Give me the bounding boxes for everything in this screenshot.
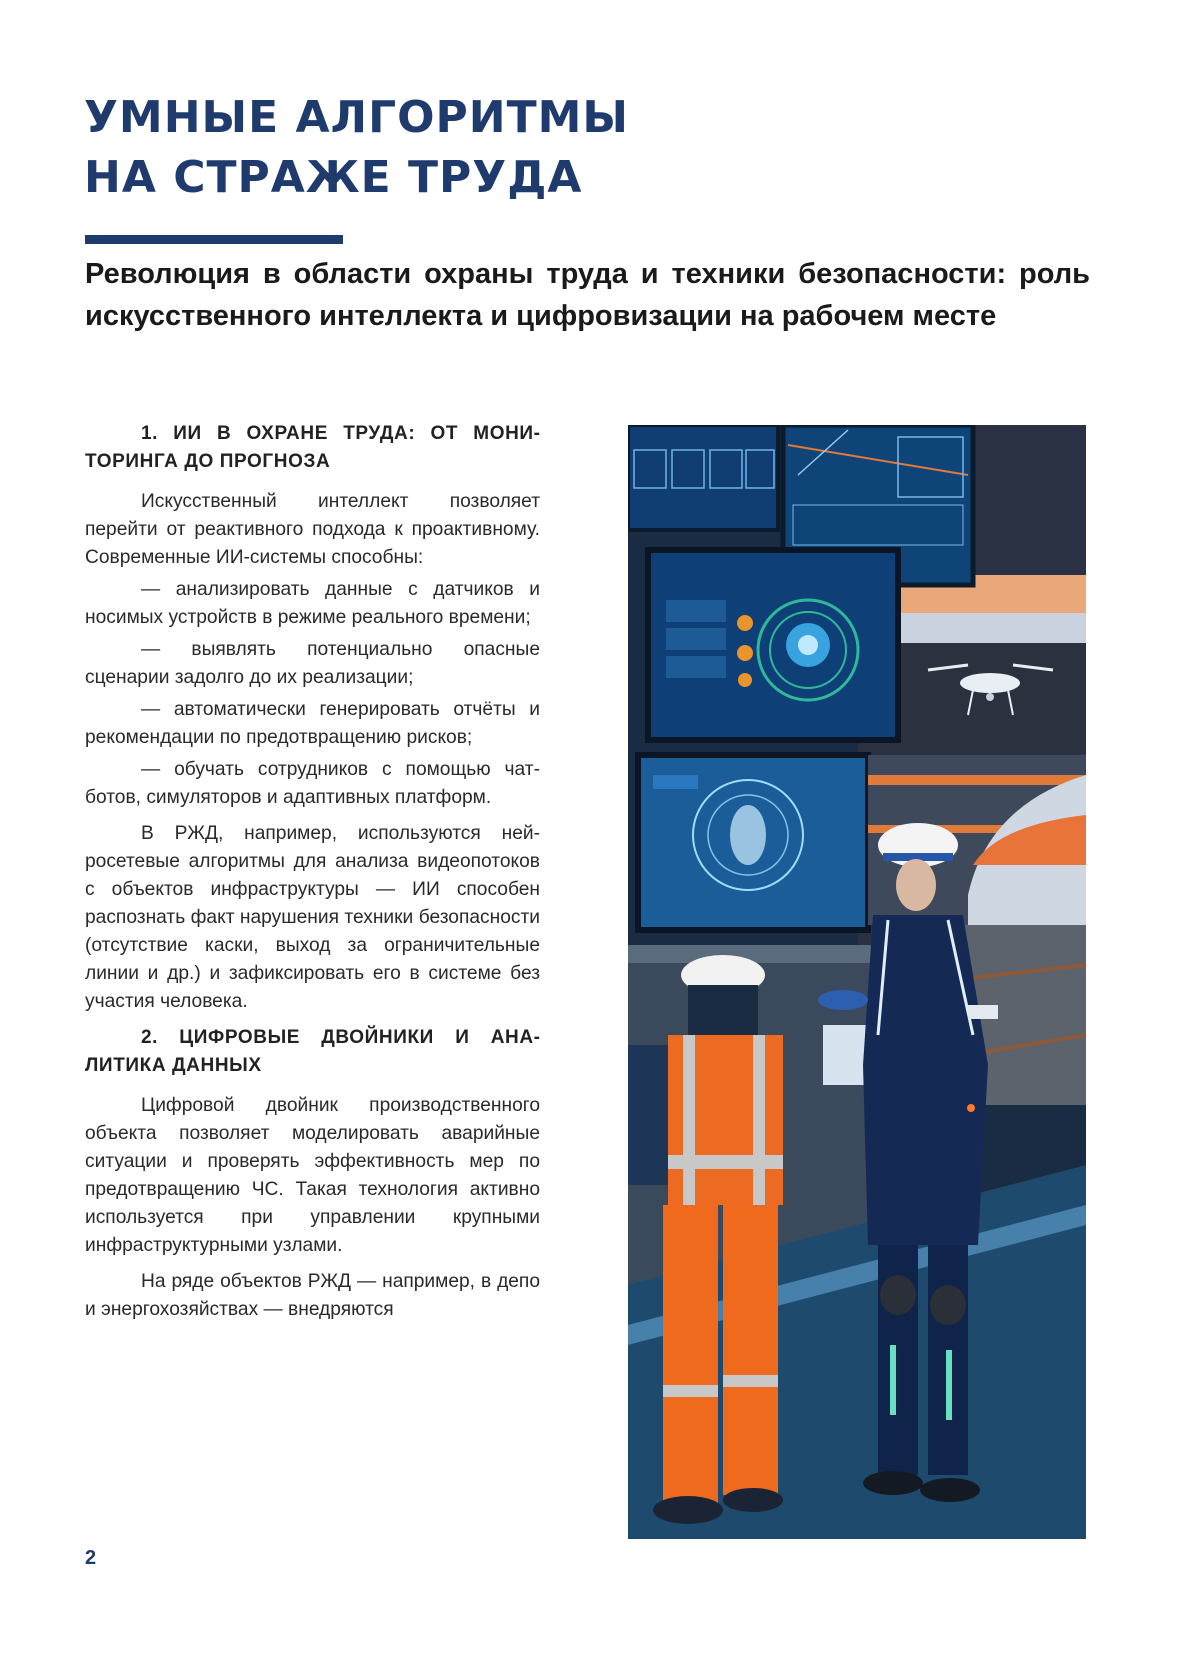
page-number: 2 xyxy=(85,1547,97,1569)
page-title-line-1: УМНЫЕ АЛГОРИТМЫ xyxy=(84,92,629,143)
list-item: — анализировать данные с датчиков и носимых устройств в режиме реального времени; xyxy=(85,579,540,628)
monitor-top-left xyxy=(628,425,778,530)
page-title xyxy=(84,88,629,208)
list-item: — выявлять потенциально опасные сценарии задолго до их реализации; xyxy=(85,639,540,688)
monitor-lower xyxy=(638,755,868,930)
section-2-paragraph-2: На ряде объектов РЖД — например, в депо и энергохозяйствах — внедряются xyxy=(85,1271,540,1320)
section-2-paragraph-1: Цифровой двойник производственного объекта позволяет моделировать аварийные ситуации и проверять эффективность мер по предотвращению ЧС. Такая технология активно используется при управлении крупными инфраструктурными узлами. xyxy=(85,1095,540,1256)
monitor-middle xyxy=(648,550,898,740)
section-1-intro: Искусственный интеллект позволяет перейти от реактивного подхода к проактивному. Современные ИИ-системы способны: xyxy=(85,491,540,568)
list-item: — обучать сотрудников с помощью чат-ботов, симуляторов и адаптивных платформ. xyxy=(85,759,540,808)
section-1-heading: 1. ИИ В ОХРАНЕ ТРУДА: ОТ МОНИТОРИНГА ДО ПРОГНОЗА xyxy=(85,423,540,472)
article-column xyxy=(85,420,540,1332)
section-2-heading: 2. ЦИФРОВЫЕ ДВОЙНИКИ И АНАЛИТИКА ДАННЫХ xyxy=(85,1027,540,1076)
subtitle: Революция в области охраны труда и техники безопасности: роль искусственного интеллекта и цифровизации на рабочем месте xyxy=(85,258,1090,332)
list-item: — автоматически генерировать отчёты и рекомендации по предотвращению рисков; xyxy=(85,699,540,748)
illustration-scene xyxy=(628,425,1086,1539)
illustration-photo xyxy=(628,425,1086,1539)
title-divider xyxy=(85,235,343,244)
page-title-line-2: НА СТРАЖЕ ТРУДА xyxy=(84,152,583,203)
rzd-paragraph: В РЖД, например, используются нейросетевые алгоритмы для анализа видеопотоков с объектов инфраструктуры — ИИ способен распознать факт нарушения техники безопасности (отсутствие каски, выход за ограничительные линии и др.) и зафиксировать его в системе без участия человека. xyxy=(85,823,540,1012)
